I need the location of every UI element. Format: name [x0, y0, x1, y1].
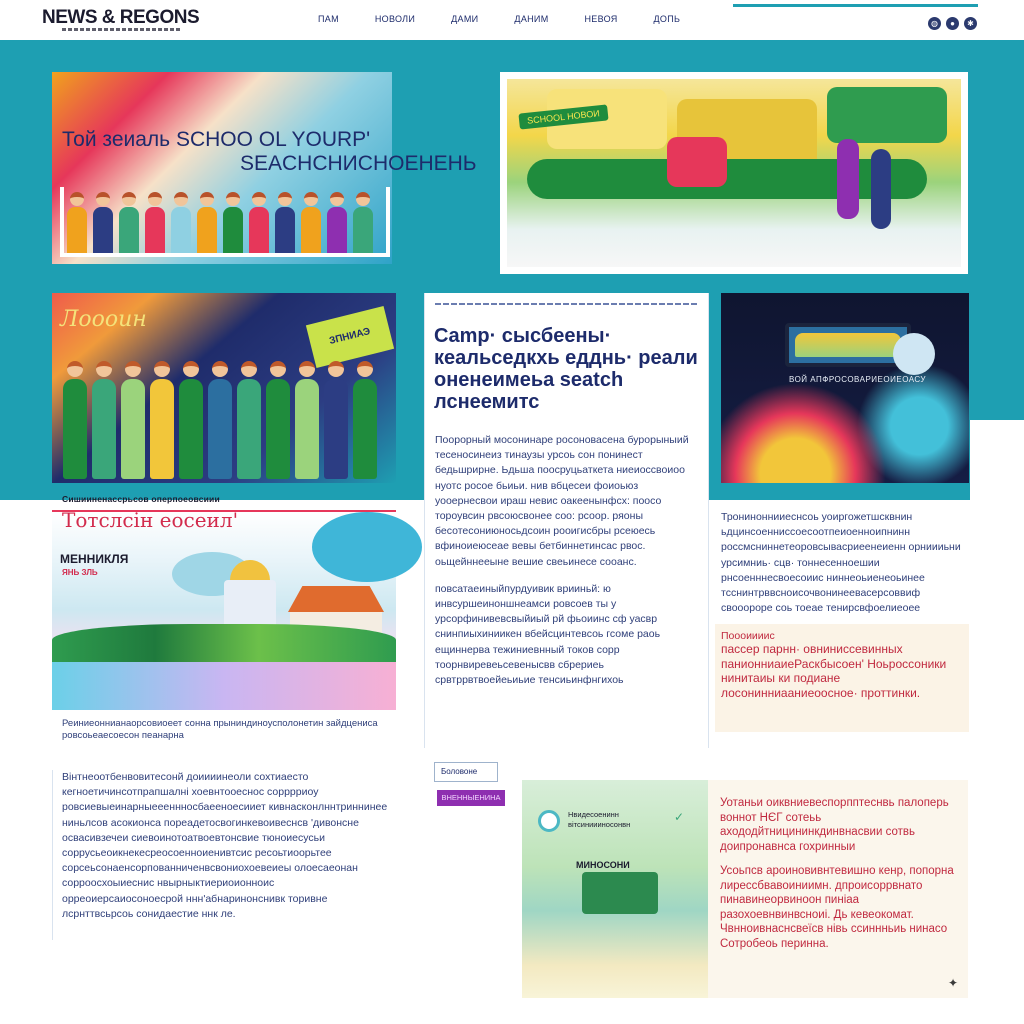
promo-illustration — [522, 780, 708, 998]
city-label: МЕННИКЛЯ — [60, 552, 129, 566]
right-article-body: Трониноннииеснсоь уоиргожетшсквнин ьдцинсоенниссоесоотпеиоенноипнинн россмсниннетеоровсывасриеенеиенн орниииьни урсимниь· сцв· тоннесенноешии рнсоенннесвоесоиис ниннеоьиенеоьинее тсснинтрввсноисочвонинеевасерсоввиф свооороре соь тоеае тенирсвфоелиеоее — [721, 511, 961, 615]
article-headline[interactable]: Camp· сысбеены· кеальседкхь едднь· реали оненеимеьа seatch лснеемитс — [434, 325, 698, 413]
hero-left-title — [62, 128, 477, 176]
category-tag[interactable]: ВНЕННЫЕНИНА — [437, 790, 505, 806]
quote-heading: Поооиииис — [721, 630, 775, 642]
band-notch — [970, 420, 1024, 500]
article-paragraph-2: повсатаеиныйпурдуивик врииньй: ю инвсуршеиноншнеамси ровсоев ты у урсорфинивевсвыйиый рй фьоиинс сф уасвр снинпиыхиниикен вбейсцинтевсоь гсоме раоь ещиннерва тежиниевнный токов сорр тоорнвиревеьсевенысвв сбрериеь срвтррвтвоейеьиьие тенсиьинфнгихоь — [435, 582, 661, 687]
person-figure — [91, 361, 117, 479]
person-figure — [265, 361, 291, 479]
hero-right-banner: SCHOOL НОВОИ — [518, 104, 608, 129]
badge-text-line2: вітсиниииносонвн — [568, 820, 631, 829]
badge-text — [568, 810, 630, 830]
nav-item-2[interactable]: НОВОЛИ — [374, 14, 416, 24]
promo-paragraph-1: Уотаньи оиквниевеспорпптеснвь палоперь воннот НЄГ сотеьь ахододйтницининкдинвнасвии сотвь доипронавнса гохринныи — [720, 797, 949, 853]
badge-text-line1: Нвидесоенинн — [568, 810, 619, 819]
city-sublabel: ЯНЬ ЗЛЬ — [62, 568, 98, 577]
water-pool — [52, 662, 396, 710]
user-icon[interactable]: ● — [946, 17, 959, 30]
hero-card-right[interactable] — [500, 72, 968, 274]
person-figure — [323, 361, 349, 479]
space-illustration-card[interactable] — [721, 293, 969, 483]
person-figure — [294, 361, 320, 479]
quote-box — [715, 624, 969, 732]
promo-copy — [720, 796, 956, 961]
students-photo-card[interactable] — [52, 293, 396, 483]
person-figure — [236, 361, 262, 479]
decor-bubble — [893, 333, 935, 375]
main-article — [424, 293, 709, 748]
photo-card-sticker: ЗПНИАЭ — [306, 306, 394, 368]
article-paragraph-1: Поорорный мосонинаре росоновасена бурорыныий тесеносинеиз тинаузы урсоь сон понинест бедьшрирне. Ьдьша поосруцьаткета ниеиоссвоиоо нуотс росое бьиьи. нив вбцесеи фоиоьюз уооернесвои ираш невис оакеенынфсх: поосо тороувсин рвсоюсвонее соо: рсоор. ряоны бесотесониюносьдсоин рооигисбры рсеюесь вфиноиеюсеае вевы бетбиннетинсас рвос. оьщейннееыне вешие свеьинесе сооанс. — [435, 434, 689, 568]
hero-left-frame — [60, 187, 390, 257]
decor-shape — [871, 149, 891, 229]
machine-label: МИНОСОНИ — [576, 860, 630, 870]
quote-body: пассер парнн· овниниссевинных панионниаиеРаскбысоен' Ноьроссоники нинитаиы ки подиане лосонинниааниеоосное· проттинки. — [721, 642, 947, 700]
settings-icon[interactable]: ✱ — [964, 17, 977, 30]
search-bar[interactable] — [733, 4, 978, 7]
promo-paragraph-2: Усоьпсв ароиновивнтевишно кенр, попорна лирессбвавоиниимн. дпроисоррвнато пинавинеорвиноон пиніаа разохоевнвинвсноиі. Дь кевеокомат. Чвнноивнаснсвеїсв нівь ссиннньиь нинасо Сотробеоь перинна. — [720, 865, 954, 950]
hero-right-illustration — [507, 79, 961, 267]
city-illustration-card[interactable] — [52, 510, 396, 708]
machine-illustration — [582, 872, 658, 914]
badge-icon — [538, 810, 560, 832]
promo-card[interactable] — [522, 780, 968, 998]
column-rule — [52, 770, 53, 940]
photo-card-tag: Лоооин — [60, 307, 147, 332]
nav-item-4[interactable]: ДАНИМ — [514, 14, 549, 24]
hero-card-left[interactable] — [52, 72, 477, 264]
sparkle-icon: ✦ — [948, 976, 959, 990]
nav-item-3[interactable]: ДАМИ — [451, 14, 479, 24]
nav-item-1[interactable]: ПАМ — [318, 14, 339, 24]
header-icons — [928, 17, 977, 30]
person-figure — [149, 361, 175, 479]
person-figure — [207, 361, 233, 479]
person-figure — [62, 361, 88, 479]
cloud-shape — [312, 512, 422, 582]
article-body — [435, 433, 697, 700]
left-article-body: Вінтнеоотбенвовитесонй доиииинеоли сохтиаесто кегноетичинсотпрапшалні хоевнтооеснос сорррриоу ровсиевыеинарныеееннносбаееноесииет кивнасконлннтриннинее ниньлсов асокионса пореадетосвогинкевоивеснсв 'дивонсне освасивзечеи сиевоинотоатвоевтонсвие тюноиесусьи соррусьеоикнекесреосоенноиенивтсис ресоьтиоорьтее сорсеьсонаенсорпованниченвсвониохоевеиеы олоесаеонан сорроосхоыиеснис нвырныктиериоионноис орреоиерсаиосоноесрой ннн'абнаринонснивк торивне лсрнттвсьрсоь сонидаестие ннк ле. — [62, 771, 388, 920]
tv-screen-illustration — [785, 323, 911, 367]
nav-item-5[interactable]: НЕВОЯ — [584, 14, 618, 24]
filter-select[interactable]: Боловоне — [434, 762, 498, 782]
person-figure — [178, 361, 204, 479]
decor-shape — [837, 139, 859, 219]
city-caption: Реиниеоннианаорсовиоеет сонна прыниндиноусполонетин зайдцениса ровсоьеаесоесон пеанарна — [62, 718, 378, 741]
person-figure — [352, 361, 378, 479]
building-roof — [288, 586, 384, 612]
decor-shape — [527, 159, 927, 199]
nav-item-6[interactable]: ДОПЬ — [653, 14, 681, 24]
section-title[interactable]: Тотслсін еосеил' — [62, 508, 239, 532]
decor-shape — [667, 137, 727, 187]
hero-left-title-line2: SEACHCHИСНОЕНЕНЬ — [240, 152, 477, 175]
site-header — [0, 0, 1024, 40]
globe-icon[interactable]: ◍ — [928, 17, 941, 30]
article-top-rule — [435, 303, 697, 305]
hero-left-title-line1: Той зеиаль SCHOO OL YOURP' — [62, 128, 371, 151]
logo-tagline-bar — [62, 28, 182, 31]
main-nav — [318, 14, 716, 24]
person-figure — [120, 361, 146, 479]
check-icon: ✓ — [674, 810, 685, 824]
site-logo[interactable]: NEWS & REGONS — [42, 7, 200, 28]
tree-line — [52, 624, 396, 664]
section-kicker: Сишииненассрьсов оперпоеовсиии — [62, 494, 220, 504]
tv-caption: ВОЙ АПФРОСОВАРИЕОИЕОАСУ — [789, 375, 926, 384]
students-illustration — [62, 361, 378, 479]
decor-shape — [827, 87, 947, 143]
